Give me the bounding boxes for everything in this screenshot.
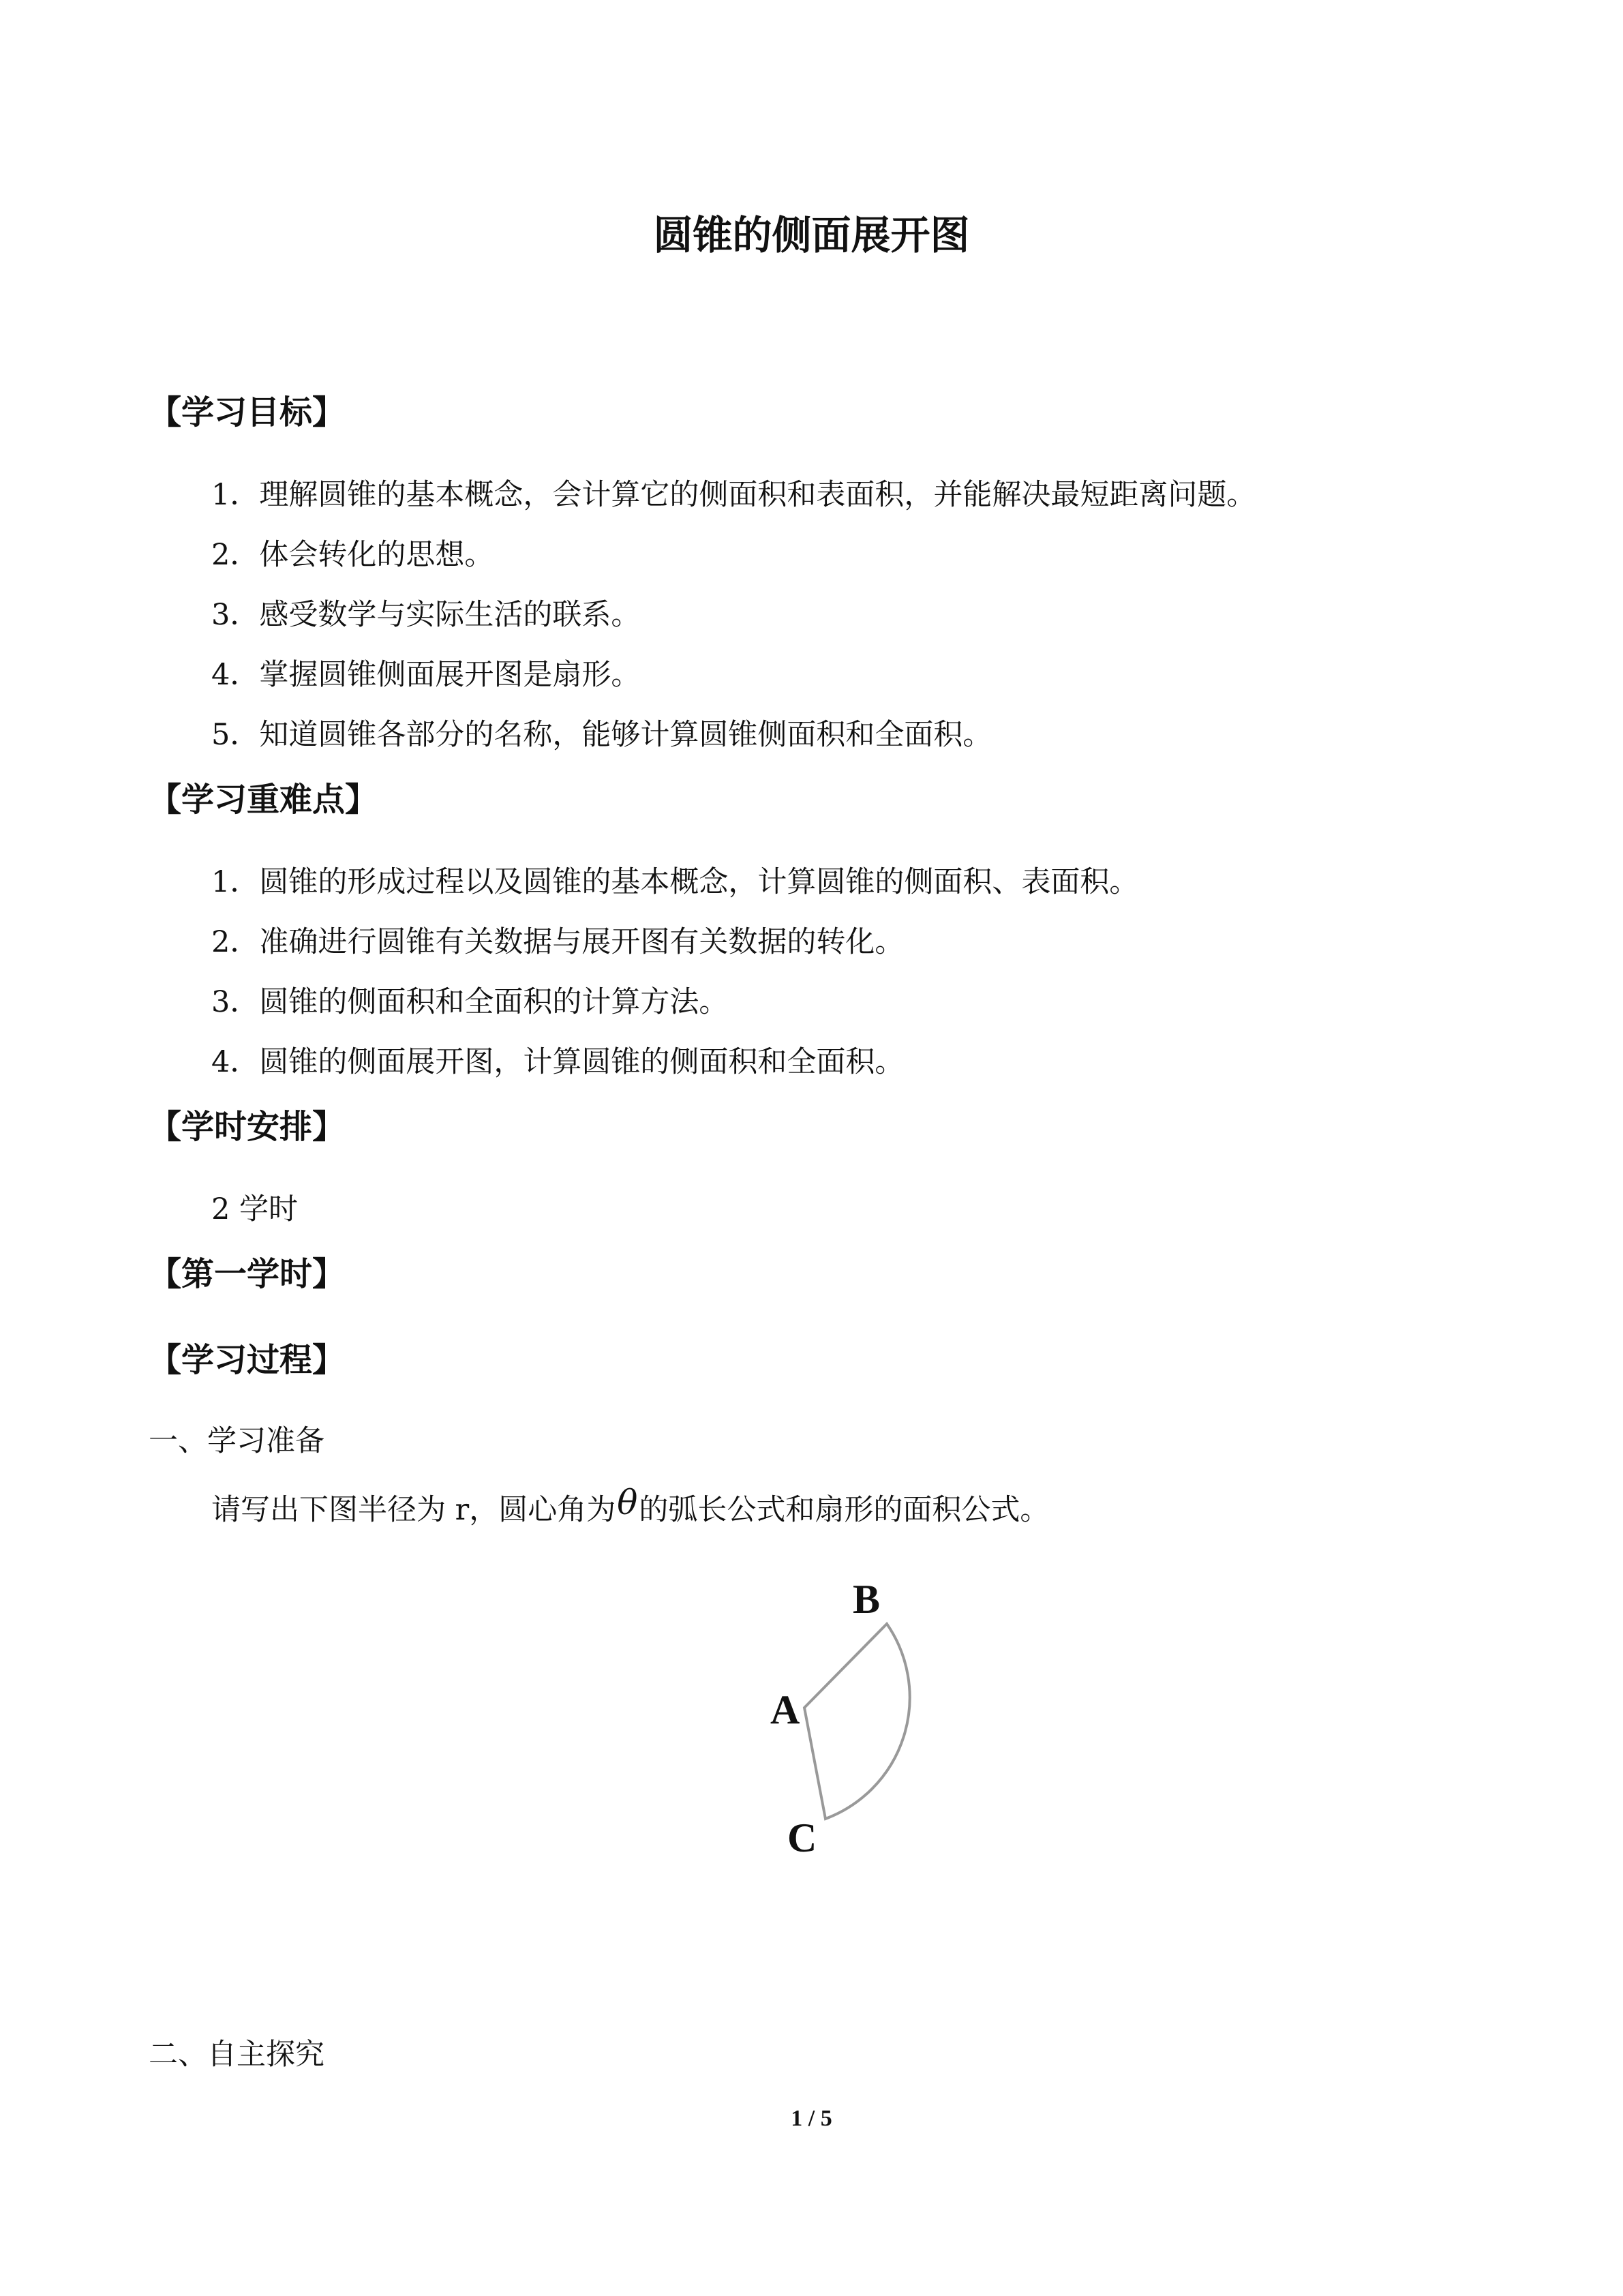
objectives-heading: 【学习目标】 xyxy=(149,393,346,432)
objective-item: 5．知道圆锥各部分的名称，能够计算圆锥侧面积和全面积。 xyxy=(211,718,992,752)
sector-shape xyxy=(804,1624,910,1819)
key-point-item: 4．圆锥的侧面展开图，计算圆锥的侧面积和全面积。 xyxy=(211,1045,905,1079)
document-title: 圆锥的侧面展开图 xyxy=(653,212,970,258)
label-a: A xyxy=(770,1687,800,1732)
page-number: 1 / 5 xyxy=(791,2106,832,2131)
key-point-item: 2．准确进行圆锥有关数据与展开图有关数据的转化。 xyxy=(211,925,905,959)
theta-symbol: θ xyxy=(617,1483,638,1522)
objective-item: 4．掌握圆锥侧面展开图是扇形。 xyxy=(211,658,641,692)
objective-item: 3．感受数学与实际生活的联系。 xyxy=(211,598,641,632)
part2-title: 二、自主探究 xyxy=(149,2038,324,2072)
part1-title: 一、学习准备 xyxy=(149,1424,324,1458)
key-point-item: 1．圆锥的形成过程以及圆锥的基本概念，计算圆锥的侧面积、表面积。 xyxy=(211,865,1139,899)
objective-item: 1．理解圆锥的基本概念，会计算它的侧面积和表面积，并能解决最短距离问题。 xyxy=(211,478,1256,512)
key-point-item: 3．圆锥的侧面积和全面积的计算方法。 xyxy=(211,985,729,1019)
part1-prompt xyxy=(211,1483,1050,1532)
part1-prompt-after: 的弧长公式和扇形的面积公式。 xyxy=(639,1493,1050,1527)
first-period-heading: 【第一学时】 xyxy=(149,1255,346,1293)
schedule-heading: 【学时安排】 xyxy=(149,1108,346,1146)
label-b: B xyxy=(853,1577,881,1622)
schedule-text: 2 学时 xyxy=(211,1192,299,1226)
key-points-heading: 【学习重难点】 xyxy=(149,781,378,819)
sector-figure xyxy=(760,1575,965,1868)
part1-prompt-before: 请写出下图半径为 r，圆心角为 xyxy=(211,1493,616,1527)
process-heading: 【学习过程】 xyxy=(149,1341,346,1379)
label-c: C xyxy=(787,1815,817,1860)
objective-item: 2．体会转化的思想。 xyxy=(211,538,494,572)
